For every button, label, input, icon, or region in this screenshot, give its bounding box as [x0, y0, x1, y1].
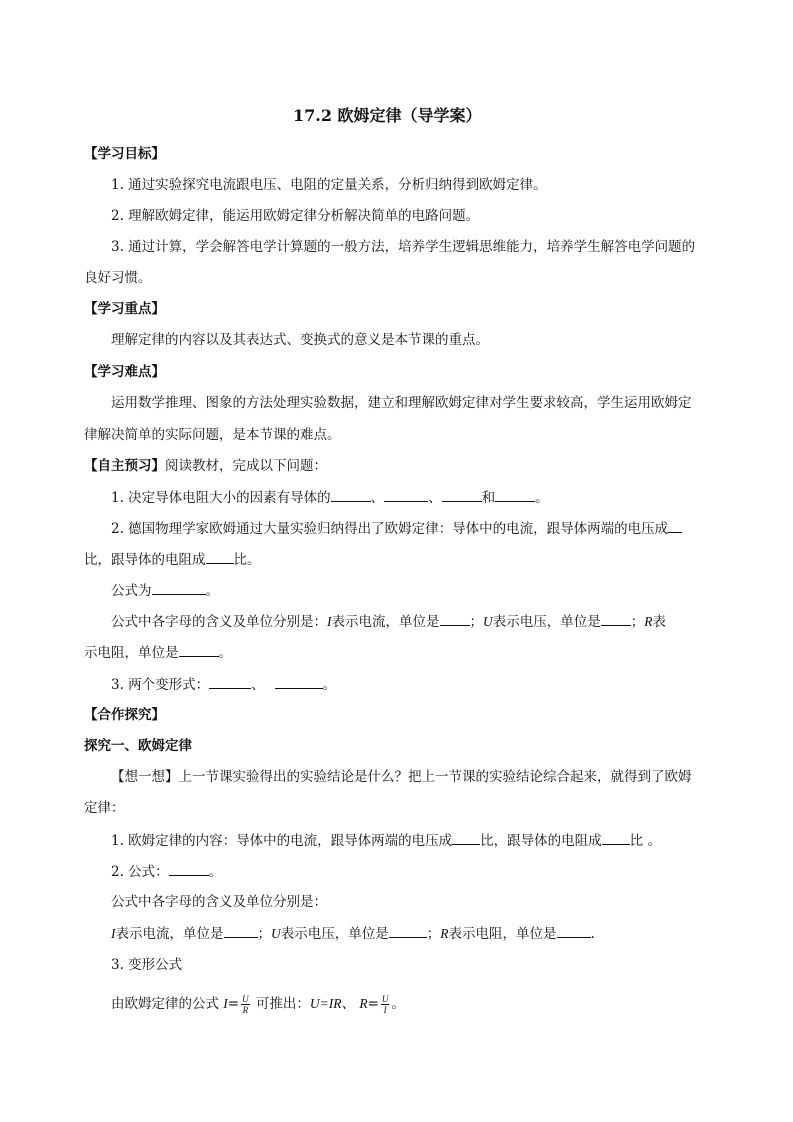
preview-q2-line-2: [84, 549, 261, 570]
preview-meaning-line-1: [111, 611, 666, 632]
key-heading: 【学习重点】: [84, 301, 165, 317]
fill-blank: [442, 487, 482, 502]
symbol-U: U: [271, 926, 281, 941]
coop-meaning: 公式中各字母的含义及单位分别是：: [111, 894, 327, 910]
meaning-resistance: 表: [652, 614, 666, 630]
fill-blank: [275, 674, 323, 689]
fill-blank: [224, 923, 258, 938]
symbol-R: R: [359, 996, 368, 1011]
preview-q2-end: 比。: [233, 552, 261, 568]
period: 。: [535, 490, 549, 506]
fill-blank: [169, 861, 209, 876]
equals-sign: =: [367, 996, 379, 1012]
symbol-U: U: [483, 614, 493, 629]
fill-blank: [668, 518, 682, 533]
fill-blank: [209, 674, 251, 689]
fill-blank: [152, 580, 206, 595]
formula-ohm: [223, 994, 251, 1015]
coop-item-1-text: 1. 欧姆定律的内容：导体中的电流，跟导体两端的电压成: [111, 833, 453, 849]
derive-line: [111, 992, 405, 1016]
fill-blank: [206, 549, 234, 564]
period: 。: [391, 996, 405, 1012]
symbol-R: R: [440, 926, 449, 941]
think-label: 【想一想】: [111, 769, 179, 785]
fill-blank: [602, 830, 630, 845]
difficulty-line-1: 运用数学推理、图象的方法处理实验数据，建立和理解欧姆定律对学生要求较高，学生运用欧姆定: [111, 395, 692, 411]
coop-current: 表示电流，单位是: [115, 926, 224, 942]
separator: 、: [370, 490, 385, 506]
think-line-2: 定律：: [84, 800, 125, 816]
formula-label: 公式为: [111, 583, 152, 599]
fill-blank: [601, 611, 631, 626]
coop-item-2-text: 2. 公式：: [111, 864, 169, 880]
meaning-intro: 公式中各字母的含义及单位分别是：: [111, 614, 327, 630]
preview-intro: 阅读教材，完成以下问题：: [165, 458, 327, 474]
preview-q1: [111, 487, 549, 508]
symbol-R: R: [644, 614, 653, 629]
fill-blank: [179, 642, 219, 657]
meaning-resistance-cont: 示电阻，单位是: [84, 645, 179, 661]
preview-meaning-line-2: [84, 642, 232, 663]
coop-subheading: 探究一、欧姆定律: [84, 738, 192, 754]
preview-q3-text: 3. 两个变形式：: [111, 677, 210, 693]
preview-row: [84, 456, 327, 476]
separator: ；: [426, 926, 441, 942]
separator: ；: [630, 614, 645, 630]
page-title: 17.2 欧姆定律（导学案）: [293, 106, 482, 125]
coop-item-1-end: 比 。: [629, 833, 661, 849]
separator: ；: [257, 926, 271, 942]
separator: ；: [469, 614, 483, 630]
equals-sign: =: [227, 996, 240, 1012]
coop-resistance: 表示电阻，单位是: [448, 926, 557, 942]
preview-q1-text: 1. 决定导体电阻大小的因素有导体的: [111, 490, 331, 506]
goal-item-2: 2. 理解欧姆定律，能运用欧姆定律分析解决简单的电路问题。: [111, 208, 480, 224]
coop-item-3: 3. 变形公式: [111, 957, 183, 973]
think-text: 上一节课实验得出的实验结论是什么？把上一节课的实验结论综合起来，就得到了欧姆: [178, 769, 692, 785]
conjunction: 和: [481, 490, 496, 506]
coop-voltage: 表示电压，单位是: [280, 926, 389, 942]
coop-item-1: [111, 830, 661, 851]
symbol-I: I: [223, 996, 228, 1011]
preview-formula: [111, 580, 219, 601]
fraction-u-over-r: $\frac{U}{R}$: [242, 994, 249, 1015]
formula-u-ir: U=IR、: [309, 996, 356, 1011]
fill-blank: [495, 487, 535, 502]
symbol-I: I: [327, 614, 332, 629]
difficulty-line-2: 律解决简单的实际问题，是本节课的难点。: [84, 427, 341, 443]
fill-blank: [384, 487, 428, 502]
difficulty-heading: 【学习难点】: [84, 364, 165, 380]
formula-r: [359, 994, 391, 1015]
preview-q2-line-1: [111, 518, 682, 539]
fill-blank: [389, 923, 427, 938]
derive-middle: 可推出：: [255, 996, 310, 1012]
period: 。: [208, 864, 223, 880]
fill-blank: [331, 487, 371, 502]
coop-item-2: [111, 861, 222, 882]
period: 。: [218, 645, 232, 661]
meaning-current: 表示电流，单位是: [331, 614, 440, 630]
period: .: [590, 926, 595, 942]
preview-q2-text: 2. 德国物理学家欧姆通过大量实验归纳得出了欧姆定律：导体中的电流，跟导体两端的电压成: [111, 521, 669, 537]
derive-intro: 由欧姆定律的公式: [111, 996, 219, 1012]
goal-item-1: 1. 通过实验探究电流跟电压、电阻的定量关系，分析归纳得到欧姆定律。: [111, 177, 547, 193]
think-line-1: [111, 767, 692, 787]
goal-item-3: 3. 通过计算，学会解答电学计算题的一般方法，培养学生逻辑思维能力，培养学生解答电学问题的: [111, 239, 696, 255]
coop-heading: 【合作探究】: [84, 707, 165, 723]
meaning-voltage: 表示电压，单位是: [492, 614, 601, 630]
period: 。: [322, 677, 337, 693]
goals-heading: 【学习目标】: [84, 146, 165, 162]
fraction-u-over-i: $\frac{U}{I}$: [381, 994, 389, 1015]
separator: 、: [251, 677, 265, 693]
key-text: 理解定律的内容以及其表达式、变换式的意义是本节课的重点。: [111, 332, 489, 348]
preview-q3: [111, 674, 336, 695]
separator: 、: [428, 490, 442, 506]
symbol-I: I: [111, 926, 116, 941]
preview-q2-cont: 比，跟导体的电阻成: [84, 552, 206, 568]
goal-item-3-cont: 良好习惯。: [84, 270, 152, 286]
fill-blank: [452, 830, 480, 845]
coop-units-line: [111, 923, 595, 944]
fill-blank: [557, 923, 591, 938]
fill-blank: [440, 611, 470, 626]
preview-heading: 【自主预习】: [84, 458, 165, 474]
coop-item-1-cont: 比，跟导体的电阻成: [480, 833, 602, 849]
period: 。: [205, 583, 219, 599]
